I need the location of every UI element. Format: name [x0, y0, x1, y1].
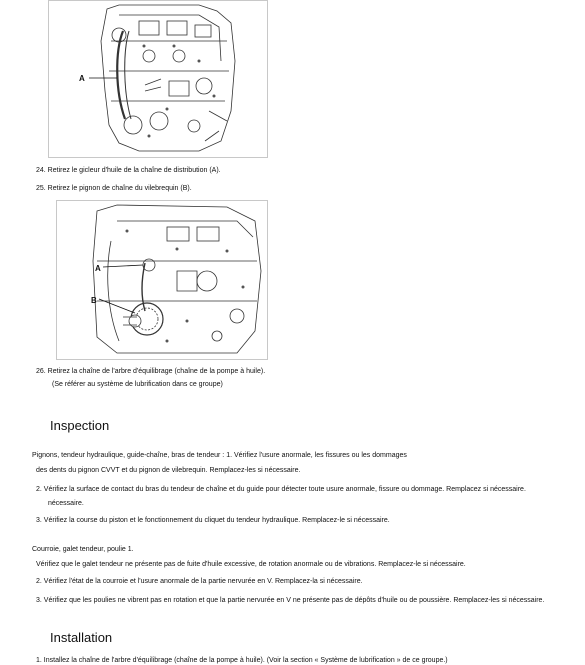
engine-figure-oil-jet — [48, 0, 268, 158]
step-26-line1: 26. Retirez la chaîne de l'arbre d'équilibrage (chaîne de la pompe à huile). — [36, 368, 266, 375]
engine-illustration — [49, 1, 267, 157]
callout-a: A — [79, 74, 85, 83]
courroie-step-3: 3. Vérifiez que les poulies ne vibrent pas en rotation et que la partie nervurée en V ne présente pas de dépôts d'huile ou de poussière. Remplacez-les si nécessaire. — [36, 597, 545, 604]
inspection-heading: Inspection — [50, 418, 110, 433]
courroie-step-2: 2. Vérifiez l'état de la courroie et l'usure anormale de la partie nervurée en V. Remplacez-la si nécessaire. — [36, 578, 363, 585]
pignons-step-3: 3. Vérifiez la course du piston et le fonctionnement du cliquet du tendeur hydraulique. Remplacez-le si nécessaire. — [36, 517, 390, 524]
courroie-title: Courroie, galet tendeur, poulie 1. — [32, 546, 134, 553]
step-24: 24. Retirez le gicleur d'huile de la chaîne de distribution (A). — [36, 167, 221, 174]
pignons-step-2-line1: 2. Vérifiez la surface de contact du bras du tendeur de chaîne et du guide pour détecter toute usure anormale, fissure ou dommage. Remplacez si nécessaire. — [36, 486, 526, 493]
step-25: 25. Retirez le pignon de chaîne du vilebrequin (B). — [36, 185, 192, 192]
courroie-step-1: Vérifiez que le galet tendeur ne présente pas de fuite d'huile excessive, de rotation anormale ou de vibrations. Remplacez-le si nécessaire. — [36, 561, 466, 568]
step-26-line2: (Se référer au système de lubrification dans ce groupe) — [52, 381, 223, 388]
installation-heading: Installation — [50, 630, 113, 645]
engine-figure-crank-sprocket — [56, 200, 268, 360]
pignons-intro-line1: Pignons, tendeur hydraulique, guide-chaîne, bras de tendeur : 1. Vérifiez l'usure anormale, les fissures ou les dommages — [32, 452, 407, 459]
callout-a: A — [95, 264, 101, 273]
engine-illustration-2 — [57, 201, 267, 359]
pignons-intro-line2: des dents du pignon CVVT et du pignon de vilebrequin. Remplacez-les si nécessaire. — [36, 467, 301, 474]
pignons-step-2-line2: nécessaire. — [48, 500, 84, 507]
installation-step-1: 1. Installez la chaîne de l'arbre d'équilibrage (chaîne de la pompe à huile). (Voir la section « Système de lubrification » de ce groupe.) — [36, 657, 448, 664]
callout-b: B — [91, 296, 97, 305]
